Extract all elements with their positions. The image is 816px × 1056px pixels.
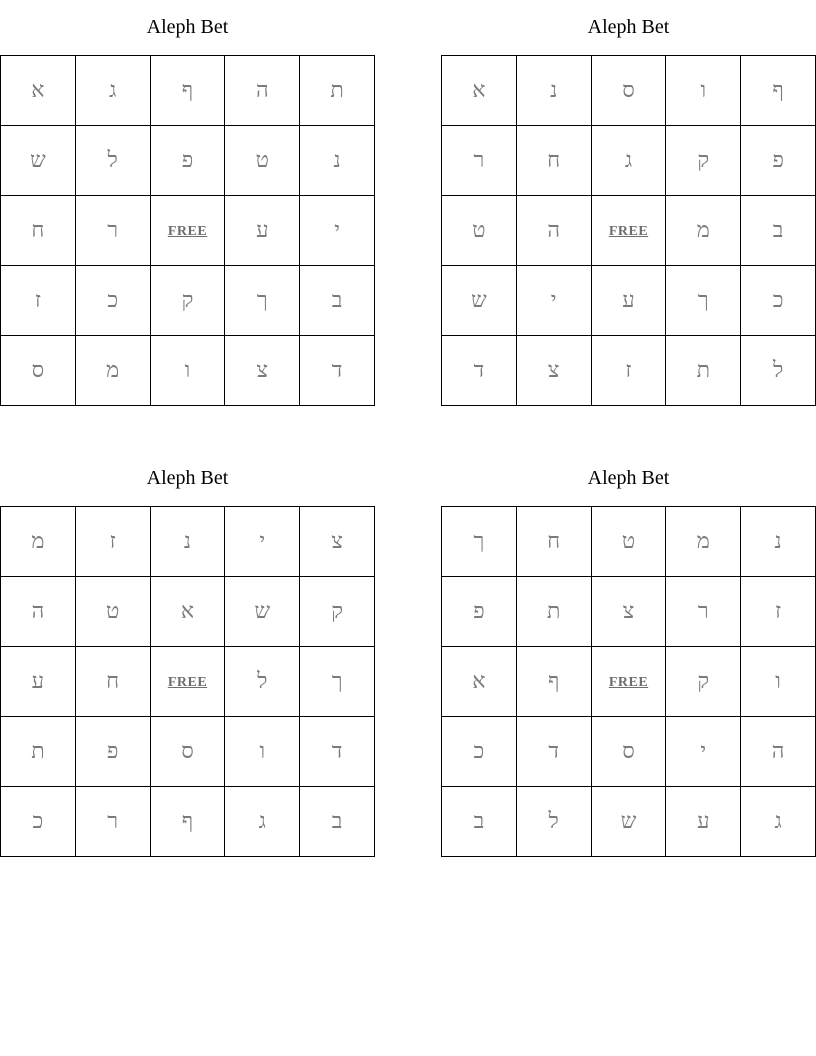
hebrew-letter: פ <box>181 147 194 172</box>
hebrew-letter: ר <box>697 598 709 623</box>
card-title: Aleph Bet <box>146 467 229 489</box>
letter-cell <box>442 336 517 406</box>
hebrew-letter: ת <box>330 77 344 102</box>
letter-cell <box>150 336 225 406</box>
hebrew-letter: ף <box>181 808 194 833</box>
hebrew-letter: א <box>472 668 486 693</box>
hebrew-letter: ף <box>547 668 560 693</box>
bingo-card-bottom-right <box>441 465 816 857</box>
free-cell <box>591 647 666 717</box>
hebrew-letter: ח <box>31 217 45 242</box>
hebrew-letter: ה <box>31 598 45 623</box>
letter-cell <box>1 717 76 787</box>
letter-cell <box>300 647 375 717</box>
letter-cell <box>666 717 741 787</box>
grid-row <box>1 717 375 787</box>
hebrew-letter: ד <box>331 738 343 763</box>
letter-cell <box>741 266 816 336</box>
grid-row <box>442 126 816 196</box>
letter-cell <box>666 577 741 647</box>
letter-cell <box>666 787 741 857</box>
free-label: FREE <box>167 223 208 239</box>
letter-cell <box>225 266 300 336</box>
hebrew-letter: ז <box>109 528 116 553</box>
hebrew-letter: ש <box>30 147 46 172</box>
letter-cell <box>442 647 517 717</box>
letter-cell <box>75 647 150 717</box>
hebrew-letter: פ <box>473 598 485 623</box>
hebrew-letter: נ <box>183 528 192 553</box>
letter-cell <box>75 507 150 577</box>
grid-row <box>442 507 816 577</box>
hebrew-letter: ה <box>771 738 785 763</box>
letter-cell <box>1 56 76 126</box>
letter-cell <box>666 196 741 266</box>
hebrew-letter: ק <box>697 668 710 693</box>
letter-cell <box>591 126 666 196</box>
letter-cell <box>75 266 150 336</box>
letter-cell <box>666 266 741 336</box>
free-cell <box>150 647 225 717</box>
letter-cell <box>225 717 300 787</box>
hebrew-letter: ך <box>331 668 343 693</box>
letter-cell <box>516 577 591 647</box>
letter-cell <box>442 56 517 126</box>
hebrew-letter: ר <box>107 808 119 833</box>
free-label: FREE <box>167 674 208 690</box>
grid-row <box>442 56 816 126</box>
letter-cell <box>516 787 591 857</box>
letter-cell <box>150 577 225 647</box>
hebrew-letter: כ <box>473 738 485 763</box>
hebrew-letter: ב <box>331 808 343 833</box>
hebrew-letter: מ <box>696 528 710 553</box>
bingo-grid <box>441 506 816 857</box>
letter-cell <box>300 717 375 787</box>
letter-cell <box>591 336 666 406</box>
letter-cell <box>741 787 816 857</box>
hebrew-letter: ע <box>697 808 710 833</box>
letter-cell <box>442 196 517 266</box>
hebrew-letter: ב <box>331 287 343 312</box>
letter-cell <box>666 507 741 577</box>
letter-cell <box>1 196 76 266</box>
letter-cell <box>300 126 375 196</box>
letter-cell <box>591 56 666 126</box>
hebrew-letter: ו <box>700 77 707 102</box>
letter-cell <box>300 56 375 126</box>
hebrew-letter: ה <box>547 217 561 242</box>
letter-cell <box>150 717 225 787</box>
letter-cell <box>300 787 375 857</box>
letter-cell <box>442 717 517 787</box>
hebrew-letter: ז <box>775 598 782 623</box>
hebrew-letter: א <box>472 77 486 102</box>
letter-cell <box>516 507 591 577</box>
letter-cell <box>225 126 300 196</box>
hebrew-letter: כ <box>32 808 44 833</box>
hebrew-letter: ל <box>548 808 559 833</box>
hebrew-letter: ך <box>697 287 709 312</box>
hebrew-letter: צ <box>256 357 269 382</box>
hebrew-letter: ק <box>697 147 710 172</box>
hebrew-letter: י <box>259 528 266 553</box>
hebrew-letter: ט <box>472 217 486 242</box>
grid-row <box>1 647 375 717</box>
grid-row <box>442 717 816 787</box>
letter-cell <box>442 266 517 336</box>
hebrew-letter: ש <box>620 808 637 833</box>
hebrew-letter: ו <box>184 357 191 382</box>
letter-cell <box>75 336 150 406</box>
hebrew-letter: ת <box>31 738 45 763</box>
bingo-grid <box>0 55 375 406</box>
letter-cell <box>666 56 741 126</box>
hebrew-letter: פ <box>106 738 119 763</box>
letter-cell <box>1 787 76 857</box>
letter-cell <box>516 126 591 196</box>
hebrew-letter: ף <box>181 77 194 102</box>
letter-cell <box>442 787 517 857</box>
hebrew-letter: א <box>180 598 195 623</box>
letter-cell <box>516 266 591 336</box>
letter-cell <box>741 507 816 577</box>
letter-cell <box>75 196 150 266</box>
grid-row <box>1 577 375 647</box>
hebrew-letter: ת <box>696 357 710 382</box>
letter-cell <box>666 336 741 406</box>
card-title: Aleph Bet <box>587 16 670 38</box>
letter-cell <box>741 336 816 406</box>
letter-cell <box>300 336 375 406</box>
letter-cell <box>150 787 225 857</box>
hebrew-letter: ח <box>547 528 561 553</box>
grid-row <box>1 507 375 577</box>
letter-cell <box>666 647 741 717</box>
letter-cell <box>1 336 76 406</box>
letter-cell <box>591 266 666 336</box>
card-title: Aleph Bet <box>587 467 670 489</box>
letter-cell <box>150 507 225 577</box>
hebrew-letter: א <box>31 77 45 102</box>
grid-row <box>442 647 816 717</box>
hebrew-letter: ג <box>624 147 633 172</box>
letter-cell <box>442 126 517 196</box>
card-title: Aleph Bet <box>146 16 229 38</box>
grid-row <box>442 336 816 406</box>
letter-cell <box>150 56 225 126</box>
hebrew-letter: צ <box>331 528 343 553</box>
hebrew-letter: ע <box>31 668 45 693</box>
bingo-card-top-right <box>441 14 816 406</box>
hebrew-letter: ל <box>772 357 784 382</box>
grid-row <box>442 266 816 336</box>
grid-row <box>1 126 375 196</box>
hebrew-letter: ע <box>256 217 269 242</box>
letter-cell <box>1 507 76 577</box>
grid-row <box>1 56 375 126</box>
letter-cell <box>442 507 517 577</box>
hebrew-letter: ד <box>548 738 559 763</box>
letter-cell <box>591 717 666 787</box>
letter-cell <box>225 787 300 857</box>
hebrew-letter: כ <box>772 287 784 312</box>
hebrew-letter: ל <box>107 147 118 172</box>
hebrew-letter: מ <box>31 528 45 553</box>
letter-cell <box>75 717 150 787</box>
hebrew-letter: ב <box>473 808 485 833</box>
hebrew-letter: ס <box>622 738 635 763</box>
hebrew-letter: ק <box>181 287 194 312</box>
hebrew-letter: ה <box>255 77 269 102</box>
grid-row <box>442 577 816 647</box>
letter-cell <box>591 787 666 857</box>
letter-cell <box>225 196 300 266</box>
hebrew-letter: י <box>334 217 340 242</box>
letter-cell <box>225 56 300 126</box>
letter-cell <box>300 577 375 647</box>
hebrew-letter: ח <box>547 147 561 172</box>
hebrew-letter: י <box>700 738 707 763</box>
hebrew-letter: ס <box>31 357 45 382</box>
free-label: FREE <box>608 223 649 239</box>
hebrew-letter: ך <box>473 528 485 553</box>
letter-cell <box>1 126 76 196</box>
letter-cell <box>741 577 816 647</box>
hebrew-letter: ח <box>106 668 120 693</box>
free-label: FREE <box>608 674 649 690</box>
letter-cell <box>75 577 150 647</box>
grid-row <box>1 787 375 857</box>
grid-row <box>1 196 375 266</box>
hebrew-letter: צ <box>622 598 635 623</box>
hebrew-letter: ר <box>473 147 485 172</box>
letter-cell <box>225 647 300 717</box>
hebrew-letter: צ <box>547 357 560 382</box>
hebrew-letter: נ <box>774 528 782 553</box>
hebrew-letter: נ <box>550 77 558 102</box>
bingo-card-top-left <box>0 14 375 406</box>
hebrew-letter: ד <box>473 357 485 382</box>
bingo-card-bottom-left <box>0 465 375 857</box>
letter-cell <box>741 196 816 266</box>
letter-cell <box>516 647 591 717</box>
letter-cell <box>300 196 375 266</box>
hebrew-letter: פ <box>772 147 784 172</box>
letter-cell <box>225 577 300 647</box>
grid-row <box>1 266 375 336</box>
hebrew-letter: נ <box>333 147 341 172</box>
letter-cell <box>1 266 76 336</box>
hebrew-letter: ך <box>256 287 268 312</box>
letter-cell <box>516 56 591 126</box>
letter-cell <box>75 126 150 196</box>
letter-cell <box>516 336 591 406</box>
letter-cell <box>741 647 816 717</box>
letter-cell <box>75 56 150 126</box>
hebrew-letter: ז <box>625 357 632 382</box>
hebrew-letter: ק <box>331 598 343 623</box>
hebrew-letter: ט <box>106 598 120 623</box>
grid-row <box>442 196 816 266</box>
hebrew-letter: ט <box>255 147 269 172</box>
hebrew-letter: מ <box>696 217 710 242</box>
hebrew-letter: ג <box>774 808 782 833</box>
letter-cell <box>666 126 741 196</box>
hebrew-letter: ו <box>775 668 781 693</box>
hebrew-letter: ף <box>772 77 784 102</box>
letter-cell <box>75 787 150 857</box>
hebrew-letter: ד <box>331 357 343 382</box>
letter-cell <box>741 126 816 196</box>
hebrew-letter: ש <box>254 598 271 623</box>
letter-cell <box>741 717 816 787</box>
bingo-grid <box>441 55 816 406</box>
free-cell <box>150 196 225 266</box>
letter-cell <box>225 336 300 406</box>
letter-cell <box>225 507 300 577</box>
bingo-grid <box>0 506 375 857</box>
hebrew-letter: ג <box>109 77 117 102</box>
letter-cell <box>741 56 816 126</box>
hebrew-letter: ב <box>772 217 784 242</box>
letter-cell <box>300 507 375 577</box>
hebrew-letter: ס <box>181 738 194 763</box>
hebrew-letter: ת <box>546 598 561 623</box>
hebrew-letter: ו <box>259 738 266 763</box>
hebrew-letter: ש <box>471 287 487 312</box>
hebrew-letter: מ <box>106 357 120 382</box>
letter-cell <box>1 647 76 717</box>
hebrew-letter: ע <box>622 287 635 312</box>
hebrew-letter: ז <box>34 287 41 312</box>
letter-cell <box>150 126 225 196</box>
letter-cell <box>300 266 375 336</box>
hebrew-letter: ג <box>258 808 266 833</box>
letter-cell <box>1 577 76 647</box>
letter-cell <box>516 717 591 787</box>
hebrew-letter: ס <box>622 77 635 102</box>
hebrew-letter: י <box>550 287 557 312</box>
free-cell <box>591 196 666 266</box>
hebrew-letter: ר <box>107 217 119 242</box>
grid-row <box>1 336 375 406</box>
hebrew-letter: כ <box>107 287 119 312</box>
letter-cell <box>150 266 225 336</box>
letter-cell <box>516 196 591 266</box>
hebrew-letter: ל <box>257 668 268 693</box>
letter-cell <box>442 577 517 647</box>
letter-cell <box>591 507 666 577</box>
hebrew-letter: ט <box>621 528 636 553</box>
letter-cell <box>591 577 666 647</box>
grid-row <box>442 787 816 857</box>
